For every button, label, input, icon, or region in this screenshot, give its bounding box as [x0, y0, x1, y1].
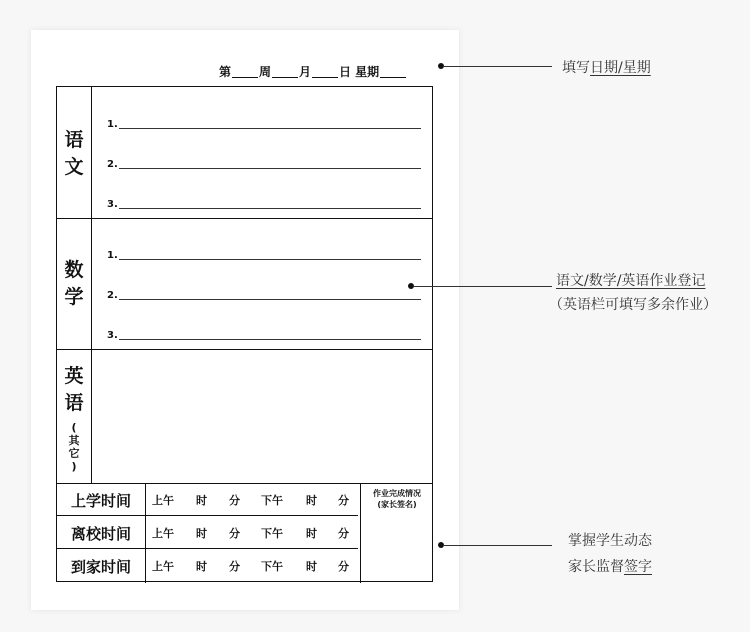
- am-label: 上午: [152, 527, 174, 540]
- pm-label: 下午: [261, 494, 283, 507]
- annotation-parent-sign: [568, 556, 652, 576]
- week-label: 周: [259, 65, 272, 79]
- hour-label: 时: [196, 527, 207, 540]
- am-label: 上午: [152, 560, 174, 573]
- shuxue-line-1[interactable]: [119, 259, 421, 260]
- sign-box-title: [360, 488, 434, 510]
- line-number: 1.: [107, 250, 118, 261]
- subject-char: 数: [64, 259, 84, 281]
- annotation-homework-note: （英语栏可填写多余作业）: [549, 297, 717, 313]
- callout-line: [443, 66, 552, 67]
- line-number: 3.: [107, 199, 118, 210]
- row-divider: [57, 218, 432, 219]
- hour-label: 时: [196, 560, 207, 573]
- sign-box-title-line: 作业完成情况: [373, 489, 421, 498]
- annotation-date: [562, 57, 651, 77]
- month-label: 月: [299, 65, 312, 79]
- line-number: 1.: [107, 119, 118, 130]
- subject-shuxue: [57, 257, 91, 311]
- subject-char: 英: [64, 365, 84, 387]
- sign-box-subtitle: (家长签名): [377, 500, 417, 509]
- weekday-blank[interactable]: [380, 77, 406, 78]
- pm-label: 下午: [261, 560, 283, 573]
- subject-char: 学: [64, 286, 84, 308]
- row-divider: [57, 483, 432, 484]
- callout-line: [413, 286, 552, 287]
- subject-note: (: [71, 421, 77, 434]
- annotation-underlined: 日期/星期: [590, 60, 651, 76]
- homework-table: [56, 86, 433, 582]
- hour-label: 时: [306, 527, 317, 540]
- subject-char: 文: [64, 156, 84, 178]
- day-label: 日: [339, 65, 352, 79]
- callout-line: [443, 545, 552, 546]
- minute-label: 分: [229, 494, 240, 507]
- parent-signature-area[interactable]: [361, 513, 433, 581]
- subject-yuwen: [57, 127, 91, 181]
- annotation-parent: 掌握学生动态: [568, 533, 652, 549]
- row-divider: [57, 548, 358, 549]
- yuwen-line-3[interactable]: [119, 208, 421, 209]
- subject-note: ): [71, 460, 77, 473]
- line-number: 3.: [107, 330, 118, 341]
- subject-char: 语: [64, 392, 84, 414]
- minute-label: 分: [338, 494, 349, 507]
- am-label: 上午: [152, 494, 174, 507]
- subject-note: 其: [68, 434, 80, 447]
- minute-label: 分: [338, 560, 349, 573]
- line-number: 2.: [107, 159, 118, 170]
- hour-label: 时: [306, 560, 317, 573]
- time-row-label: 上学时间: [70, 492, 131, 510]
- minute-label: 分: [338, 527, 349, 540]
- date-prefix: 第: [219, 65, 232, 79]
- annotation-text: 家长监督: [568, 559, 624, 575]
- weekday-label: 星期: [355, 65, 380, 79]
- time-row-label: 到家时间: [70, 558, 131, 576]
- yingyu-writing-area[interactable]: [92, 350, 432, 482]
- line-number: 2.: [107, 290, 118, 301]
- hour-label: 时: [306, 494, 317, 507]
- minute-label: 分: [229, 527, 240, 540]
- shuxue-line-3[interactable]: [119, 339, 421, 340]
- row-divider: [57, 515, 358, 516]
- day-blank[interactable]: [312, 77, 338, 78]
- yuwen-line-1[interactable]: [119, 128, 421, 129]
- annotation-homework: [556, 270, 705, 290]
- week-blank[interactable]: [232, 77, 258, 78]
- hour-label: 时: [196, 494, 207, 507]
- time-label-divider: [145, 483, 146, 583]
- subject-note: 它: [68, 447, 80, 460]
- pm-label: 下午: [261, 527, 283, 540]
- yuwen-line-2[interactable]: [119, 168, 421, 169]
- subject-char: 语: [64, 129, 84, 151]
- shuxue-line-2[interactable]: [119, 299, 421, 300]
- annotation-underlined: 签字: [624, 559, 652, 575]
- minute-label: 分: [229, 560, 240, 573]
- date-header: [219, 63, 407, 80]
- subject-yingyu: [57, 363, 91, 473]
- month-blank[interactable]: [272, 77, 298, 78]
- time-row-label: 离校时间: [70, 525, 131, 543]
- annotation-underlined: 语文/数学/英语作业登记: [556, 273, 706, 289]
- annotation-text: 填写: [562, 60, 590, 76]
- homework-sheet: [31, 30, 459, 610]
